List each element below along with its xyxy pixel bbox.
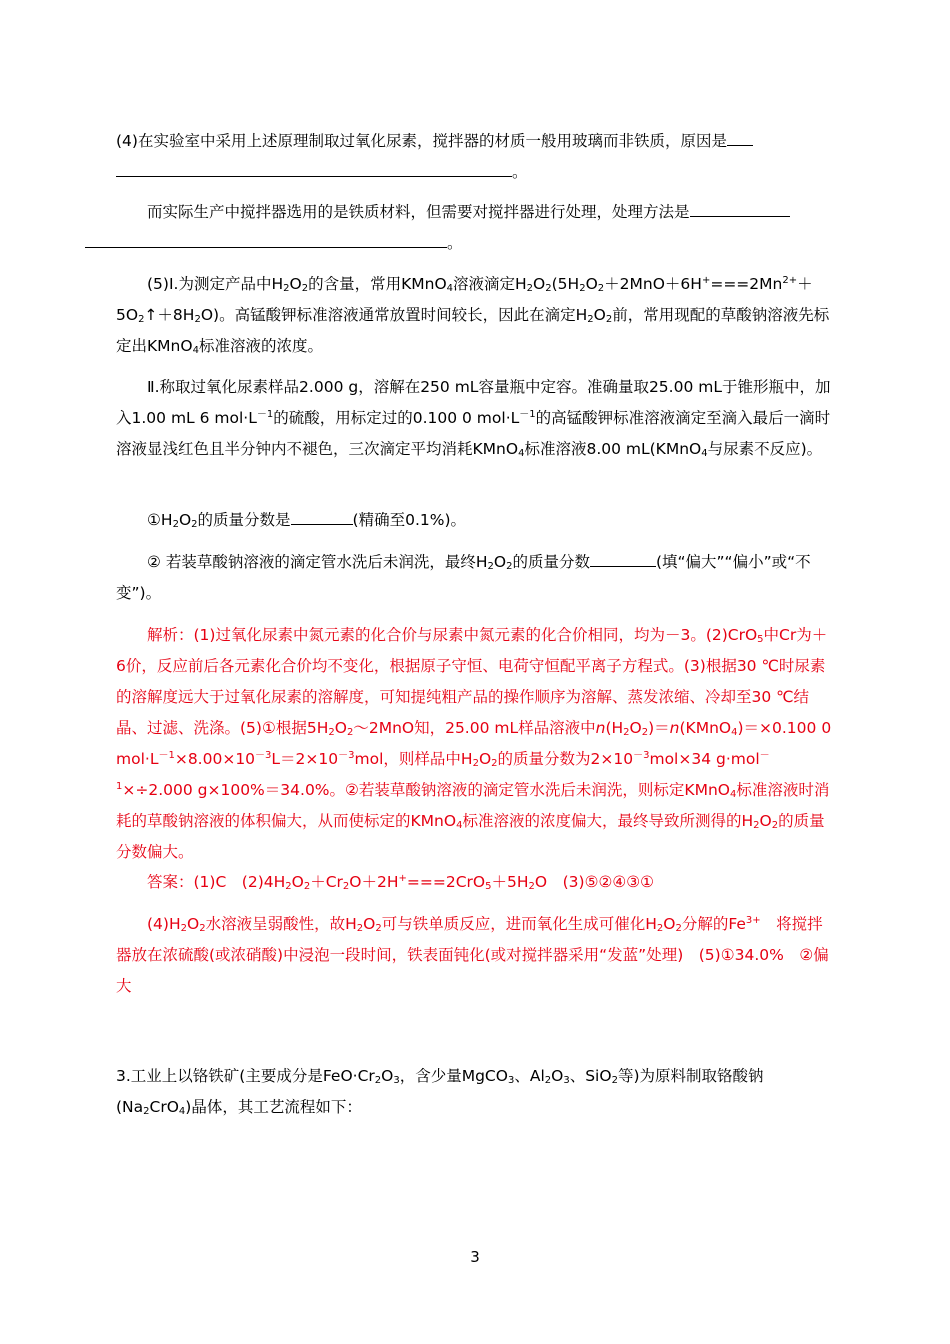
answer-blank[interactable] <box>590 548 656 567</box>
q5-part2: Ⅱ.称取过氧化尿素样品2.000 g，溶解在250 mL容量瓶中定容。准确量取25.00 mL于锥形瓶中，加入1.00 mL 6 $mol\cdot L^{-1}$的硫酸，用标定过的0.100 0 $mol\cdot L^{-1}$的高锰酸钾标准溶液滴定至滴入最后一滴时溶液显浅红色且半分钟内不褪色，三次滴定平均消耗KMnO$_4$标准溶液8.00 mL(KMnO$_4$与尿素不反应)。 <box>116 378 831 459</box>
q5-sub2: ② 若装草酸钠溶液的滴定管水洗后未润洗，最终$H_2O_2$的质量分数 (填“偏大”“偏小”或“不变”)。 <box>116 547 836 609</box>
q5-part1: (5)Ⅰ.为测定产品中$H_2O_2$的含量，常用KMnO$_4$溶液滴定$H_2O_2(5H_2O_2+2MnO+6H^+===2Mn^{2+}+5O_2↑+8H_2O)$。高锰酸钾标准溶液通常放置时间较长，因此在滴定$H_2O_2$前，常用现配的草酸钠溶液先标定出KMnO$_4$标准溶液的浓度。 <box>116 275 830 356</box>
analysis-text: 解析：(1)过氧化尿素中氮元素的化合价与尿素中氮元素的化合价相同，均为－3。(2)CrO$_5$中Cr为＋6价，反应前后各元素化合价均不变化，根据原子守恒、电荷守恒配平离子方程式。(3)根据30 ℃时尿素的溶解度远大于过氧化尿素的溶解度，可知提纯粗产品的操作顺序为溶解、蒸发浓缩、冷却至30 ℃结晶、过滤、洗涤。(5)①根据$5H_2O_2\sim 2MnO$知，25.00 mL样品溶液中$n(H_2O_2)=n(KMnO_4)=\times 0.100$ 0 $mol\cdot L^{-1}\times 8.00\times 10^{-3}L=2\times 10^{-3}mol$，则样品中$H_2O_2$的质量分数为$2\times 10^{-3}mol\times 34$ g·mol$^{-1}$×÷2.000 g×100%＝34.0%。②若装草酸钠溶液的滴定管水洗后未润洗，则标定KMnO$_4$标准溶液时消耗的草酸钠溶液的体积偏大，从而使标定的KMnO$_4$标准溶液的浓度偏大，最终导致所测得的$H_2O_2$的质量分数偏大。 <box>116 626 832 861</box>
answer-blank[interactable] <box>116 158 512 177</box>
answer-blank[interactable] <box>291 506 353 525</box>
q5-sub1: $①H_2O_2$的质量分数是 (精确至0.1%)。 <box>116 505 836 536</box>
question-3: 3.工业上以铬铁矿(主要成分是$FeO\cdot Cr_2O_3$，含少量MgCO$_3$、$Al_2O_3$、SiO$_2$等)为原料制取铬酸钠$(Na_2CrO_4)$晶体，其工艺流程如下： <box>116 1067 764 1117</box>
answer-blank[interactable] <box>727 127 753 146</box>
answer-line: 答案：(1)C $(2)4H_2O_2+Cr_2O+2H^+===2CrO_5+5H_2O$ (3)⑤②④③① <box>147 873 655 892</box>
answer-blank[interactable] <box>85 229 447 248</box>
answer-part4: $(4)H_2O_2$水溶液呈弱酸性，故$H_2O_2$可与铁单质反应，进而氧化生成可催化$H_2O_2$分解的$Fe^{3+}$ 将搅拌器放在浓硫酸(或浓硝酸)中浸泡一段时间，铁表面钝化(或对搅拌器采用“发蓝”处理) (5)①34.0% ②偏大 <box>116 915 829 995</box>
answer-blank[interactable] <box>690 198 790 217</box>
q4-line1: (4)在实验室中采用上述原理制取过氧化尿素，搅拌器的材质一般用玻璃而非铁质，原因是 。 <box>116 126 836 188</box>
page-number: 3 <box>470 1248 480 1266</box>
q4-line2: 而实际生产中搅拌器选用的是铁质材料，但需要对搅拌器进行处理，处理方法是 。 <box>116 197 836 259</box>
